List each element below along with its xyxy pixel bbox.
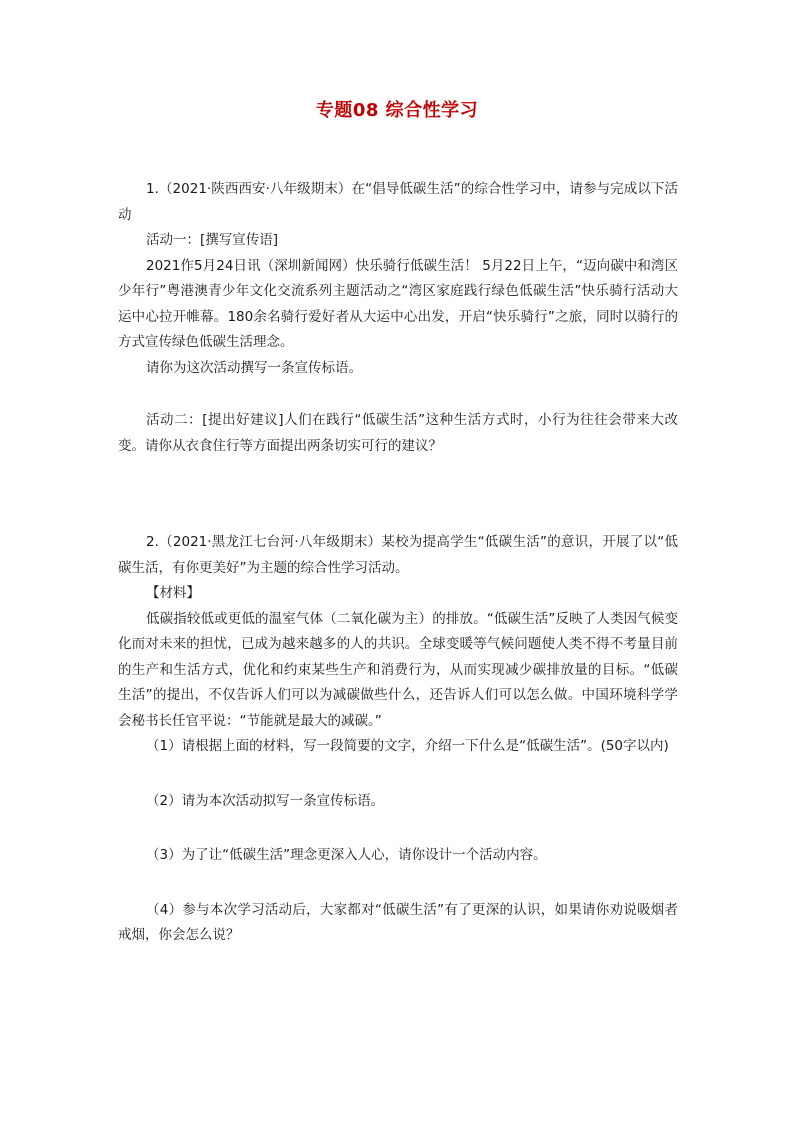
q1-activity1-heading: 活动一：[撰写宣传语] <box>146 232 279 248</box>
q2-material-heading: 【材料】 <box>146 585 200 601</box>
page-title: 专题08 综合性学习 <box>315 100 479 121</box>
q1-activity1-task: 请你为这次活动撰写一条宣传标语。 <box>146 359 362 376</box>
q1-activity2: 活动二：[提出好建议]人们在践行“低碳生活”这种生活方式时，小行为往往会带来大改变。请你从衣食住行等方面提出两条切实可行的建议？ <box>118 412 678 454</box>
q2-intro: 2.（2021·黑龙江七台河·八年级期末）某校为提高学生“低碳生活”的意识，开展了以“低碳生活，有你更美好”为主题的综合性学习活动。 <box>118 534 678 576</box>
q2-sub2: （2）请为本次活动拟写一条宣传标语。 <box>146 792 385 809</box>
q1-activity1-text: 2021作5月24日讯（深圳新闻网）快乐骑行低碳生活！ 5月22日上午，“迈向碳中和湾区少年行”粤港澳青少年文化交流系列主题活动之“湾区家庭践行绿色低碳生活”快乐骑行活动大运中心拉开帷幕。180余名骑行爱好者从大运中心出发，开启“快乐骑行”之旅，同时以骑行的方式宣传绿色低碳生活理念。 <box>118 257 678 350</box>
q2-material-text: 低碳指较低或更低的温室气体（二氧化碳为主）的排放。“低碳生活”反映了人类因气候变化而对未来的担忧，已成为越来越多的人的共识。全球变暖等气候问题使人类不得不考量目前的生产和生活方式，优化和约束某些生产和消费行为，从而实现减少碳排放量的目标。“低碳生活”的提出，不仅告诉人们可以为减碳做些什么，还告诉人们可以怎么做。中国环境科学学会秘书长任官平说：“节能就是最大的减碳。” <box>118 610 678 729</box>
q1-intro: 1.（2021·陕西西安·八年级期末）在“倡导低碳生活”的综合性学习中，请参与完成以下活动 <box>118 181 678 223</box>
question-2 <box>118 530 678 949</box>
q2-sub4: （4）参与本次学习活动后，大家都对“低碳生活”有了更深的认识，如果请你劝说吸烟者戒烟，你会怎么说？ <box>118 901 678 943</box>
q2-sub1: （1）请根据上面的材料，写一段简要的文字，介绍一下什么是“低碳生活”。(50字以内) <box>146 738 669 754</box>
question-1 <box>118 177 678 459</box>
q2-sub3: （3）为了让“低碳生活”理念更深入人心，请你设计一个活动内容。 <box>146 847 547 863</box>
